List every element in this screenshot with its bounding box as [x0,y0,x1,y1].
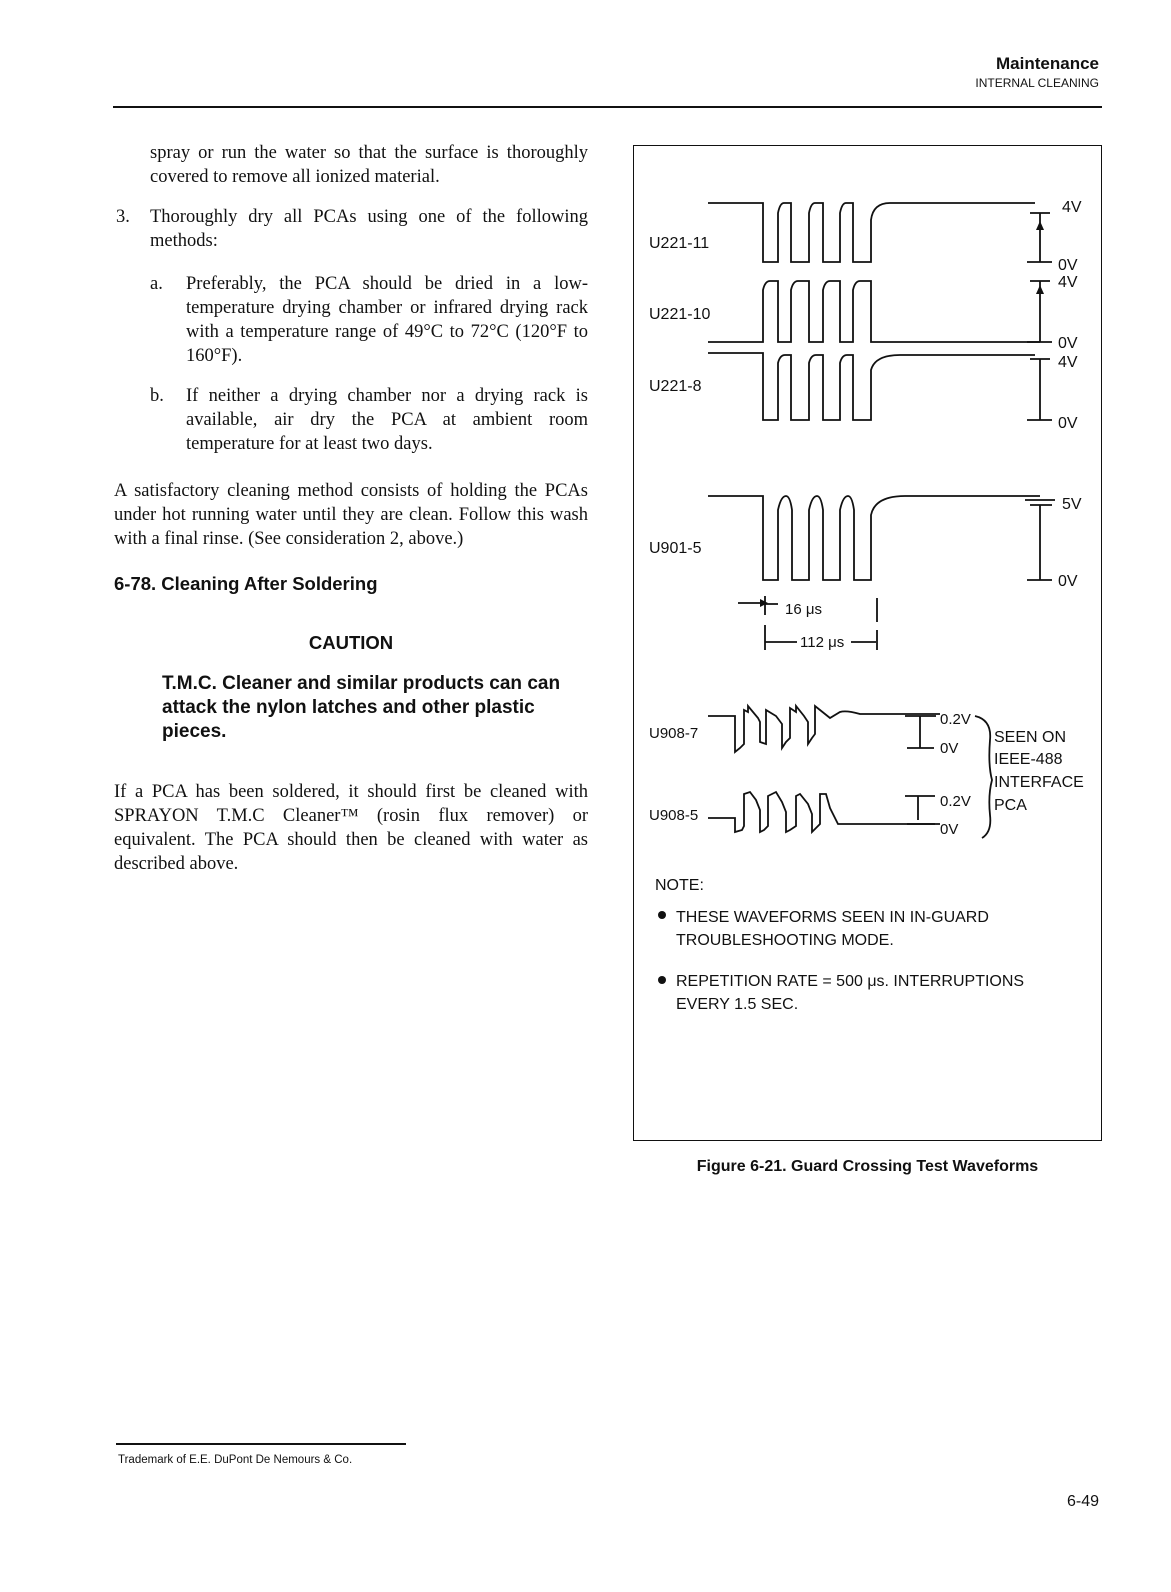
step-3-number: 3. [116,207,130,227]
signal-label-u901-5: U901-5 [649,540,702,557]
header-subtitle: INTERNAL CLEANING [975,76,1099,90]
waveform-u221-10 [708,281,1040,342]
level-label: 4V [1058,274,1078,291]
note-line: REPETITION RATE = 500 μs. INTERRUPTIONS [676,973,1025,990]
waveform-u901-5 [708,496,1040,580]
caution-text: T.M.C. Cleaner and similar products can can attack the nylon latches and other plastic pieces. [162,673,561,742]
waveform-u221-11 [708,203,1035,262]
figure-caption: Figure 6-21. Guard Crossing Test Waveforms [696,1158,1039,1175]
note-line: TROUBLESHOOTING MODE. [676,932,894,949]
step-3a-text: Preferably, the PCA should be dried in a low-temperature drying chamber or infrared drying rack with a temperature range of 49°C to 72°C (120°F to 160°F). [186,274,588,366]
level-label: 0V [1058,573,1078,590]
signal-label-u221-10: U221-10 [649,306,711,323]
step-3a-label: a. [150,274,163,294]
soldered-pca-paragraph: If a PCA has been soldered, it should first be cleaned with SPRAYON T.M.C Cleaner™ (rosin flux remover) or equivalent. The PCA should then be cleaned with water as described above. [114,782,588,874]
note-line: THESE WAVEFORMS SEEN IN IN-GUARD [676,909,989,926]
waveform-u908-7 [708,706,940,752]
bullet-icon [658,911,666,919]
level-label: 0.2V [940,793,971,810]
header-title: Maintenance [996,54,1099,73]
level-label: 0V [940,821,959,838]
level-label: 0V [1058,257,1078,274]
page-number: 6-49 [1066,1493,1099,1510]
step-3-text: Thoroughly dry all PCAs using one of the following methods: [150,207,588,251]
signal-label-u908-5: U908-5 [649,807,699,824]
step-3b-label: b. [150,386,164,406]
signal-label-u221-8: U221-8 [649,378,702,395]
section-heading: 6-78. Cleaning After Soldering [114,573,378,594]
level-label: 0.2V [940,711,971,728]
waveform-u221-8 [708,353,1035,420]
waveform-diagram [633,145,1102,1141]
timing-label-16us: 16 μs [785,601,822,618]
level-label: 0V [1058,335,1078,352]
signal-label-u221-11: U221-11 [649,235,710,252]
level-label: 0V [940,740,959,757]
brace-label-line: SEEN ON [994,729,1067,746]
brace-label-line: PCA [994,797,1027,814]
level-label: 4V [1058,354,1078,371]
caution-heading: CAUTION [308,632,394,653]
brace-label-line: INTERFACE [994,774,1084,791]
header-rule [113,106,1102,108]
footnote: Trademark of E.E. DuPont De Nemours & Co. [118,1454,353,1466]
level-label: 0V [1058,415,1078,432]
level-label: 4V [1062,199,1082,216]
spray-paragraph: spray or run the water so that the surface is thoroughly covered to remove all ionized material. [150,143,588,187]
note-label: NOTE: [655,877,704,894]
waveform-u908-5 [708,792,940,832]
satisfactory-method-paragraph: A satisfactory cleaning method consists of holding the PCAs under hot running water until they are clean. Follow this wash with a final rinse. (See consideration 2, above.) [114,481,588,549]
signal-label-u908-7: U908-7 [649,725,699,742]
note-line: EVERY 1.5 SEC. [676,996,799,1013]
bullet-icon [658,976,666,984]
timing-label-112us: 112 μs [800,634,845,651]
footnote-rule [116,1443,406,1445]
step-3b-text: If neither a drying chamber nor a drying rack is available, air dry the PCA at ambient room temperature for at least two days. [186,386,588,454]
level-label: 5V [1062,496,1082,513]
brace-label-line: IEEE-488 [994,751,1063,768]
